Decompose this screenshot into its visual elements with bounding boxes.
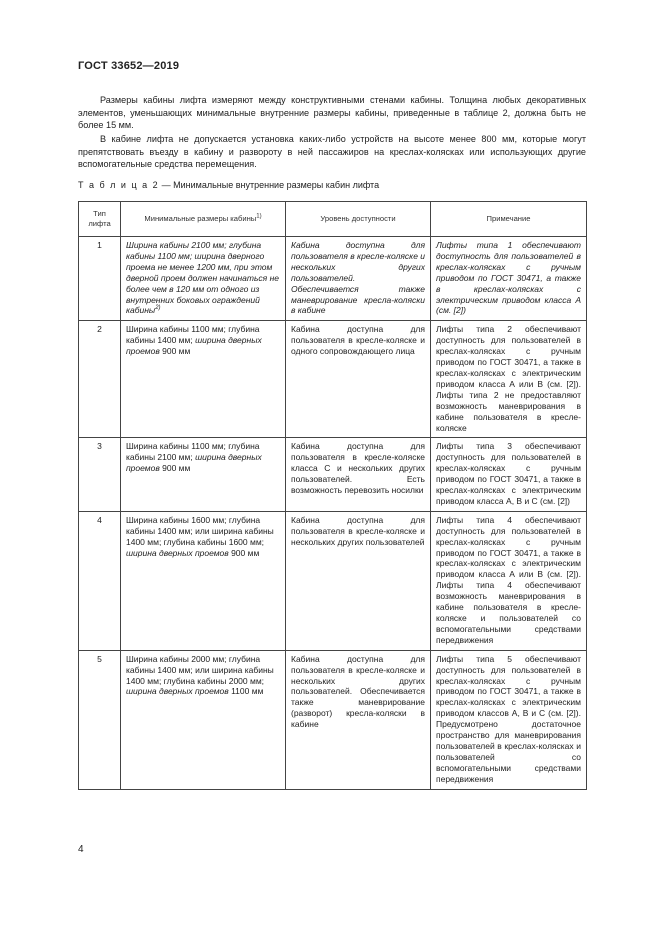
header-min-dimensions: Минимальные размеры кабины$^{1)}$ bbox=[121, 202, 286, 237]
cell-access-level: Кабина доступна для пользователя в кресле-коляске и нескольких других пользователей bbox=[286, 511, 431, 650]
cell-dimensions: Ширина кабины 1600 мм; глубина кабины 1400 мм; или ширина кабины 1400 мм; глубина кабины 1600 мм; ширина дверных проемов 900 мм bbox=[121, 511, 286, 650]
document-code: ГОСТ 33652—2019 bbox=[78, 60, 180, 72]
table-row bbox=[79, 321, 587, 438]
table-row bbox=[79, 438, 587, 511]
table-caption bbox=[78, 180, 379, 190]
cell-dimensions: Ширина кабины 2100 мм; глубина кабины 1100 мм; ширина дверного проема не менее 1200 мм, при этом дверной проем должен начинаться не более чем в 120 мм от одного из внутренних боковых ограждений кабины$^{2)}$ bbox=[121, 237, 286, 321]
cell-lift-type: 3 bbox=[79, 438, 121, 511]
cell-access-level: Кабина доступна для пользователя в кресле-коляске и нескольких других пользователей. Обеспечивается также маневрирование (разворот) кресла-коляски в кабине bbox=[286, 650, 431, 789]
cell-note: Лифты типа 3 обеспечивают доступность для пользователей в креслах-колясках с ручным приводом по ГОСТ 30471, а также в креслах-колясках с электрическим приводом класса А, В и С (см. [2]) bbox=[431, 438, 587, 511]
page-number: 4 bbox=[78, 844, 84, 855]
header-note: Примечание bbox=[431, 202, 587, 237]
table-header-row bbox=[79, 202, 587, 237]
paragraph-cabin-dimensions: Размеры кабины лифта измеряют между конструктивными стенами кабины. Толщина любых декоративных элементов, уменьшающих минимальные внутренние размеры кабины, приведенные в таблице 2, должна быть не более 15 мм. bbox=[78, 95, 586, 131]
cell-dimensions: Ширина кабины 1100 мм; глубина кабины 2100 мм; ширина дверных проемов 900 мм bbox=[121, 438, 286, 511]
cell-lift-type: 2 bbox=[79, 321, 121, 438]
table-row bbox=[79, 511, 587, 650]
cell-dimensions: Ширина кабины 2000 мм; глубина кабины 1400 мм; или ширина кабины 1400 мм; глубина кабины 2000 мм; ширина дверных проемов 1100 мм bbox=[121, 650, 286, 789]
cell-lift-type: 5 bbox=[79, 650, 121, 789]
cell-dimensions: Ширина кабины 1100 мм; глубина кабины 1400 мм; ширина дверных проемов 900 мм bbox=[121, 321, 286, 438]
cell-lift-type: 4 bbox=[79, 511, 121, 650]
cell-note: Лифты типа 5 обеспечивают доступность для пользователей в креслах-колясках с ручным приводом по ГОСТ 30471, а также в креслах-колясках с электрическим приводом классов А, В и С (см. [2]). Предусмотрено достаточное пространство для маневрирования пользователей в креслах-колясках и пользователей со вспомогательными средствами передвижения bbox=[431, 650, 587, 789]
cell-lift-type: 1 bbox=[79, 237, 121, 321]
header-lift-type: Тип лифта bbox=[79, 202, 121, 237]
cell-access-level: Кабина доступна для пользователя в кресле-коляске и нескольких других пользователей. Обеспечивается также маневрирование кресла-коляски в кабине bbox=[286, 237, 431, 321]
cell-note: Лифты типа 1 обеспечивают доступность для пользователей в креслах-колясках с ручным приводом по ГОСТ 30471, а также в креслах-колясках с электрическим приводом класса А (см. [2]) bbox=[431, 237, 587, 321]
cell-note: Лифты типа 4 обеспечивают доступность для пользователей в креслах-колясках с ручным приводом по ГОСТ 30471, а также в креслах-колясках с электрическим приводом класса А или В (см. [2]). Лифты типа 4 обеспечивают возможность маневрирования в кабине пользователя в кресле-коляске и пользователей со вспомогательными средствами передвижения bbox=[431, 511, 587, 650]
table-caption-label: Т а б л и ц а 2 bbox=[78, 180, 160, 190]
footnote-ref-2: 2) bbox=[155, 305, 161, 312]
footnote-ref-1: 1) bbox=[256, 213, 262, 220]
cell-access-level: Кабина доступна для пользователя в кресле-коляске и одного сопровождающего лица bbox=[286, 321, 431, 438]
cabin-dimensions-table bbox=[78, 201, 587, 790]
header-access-level: Уровень доступности bbox=[286, 202, 431, 237]
cell-note: Лифты типа 2 обеспечивают доступность для пользователей в креслах-колясках с ручным приводом по ГОСТ 30471, а также в креслах-колясках с электрическим приводом класса А или В (см. [2]). Лифты типа 2 не предоставляют возможность маневрирования в кабине пользователя в кресле-коляске bbox=[431, 321, 587, 438]
table-row bbox=[79, 237, 587, 321]
paragraph-device-restriction: В кабине лифта не допускается установка каких-либо устройств на высоте менее 800 мм, которые могут препятствовать въезду в кабину и развороту в ней пассажиров на креслах-колясках или использующих другие вспомогательные средства перемещения. bbox=[78, 134, 586, 170]
table-row bbox=[79, 650, 587, 789]
table-caption-text: — Минимальные внутренние размеры кабин лифта bbox=[159, 180, 380, 190]
cell-access-level: Кабина доступна для пользователя в кресле-коляске класса С и нескольких других пользователей. Есть возможность перевозить носилки bbox=[286, 438, 431, 511]
